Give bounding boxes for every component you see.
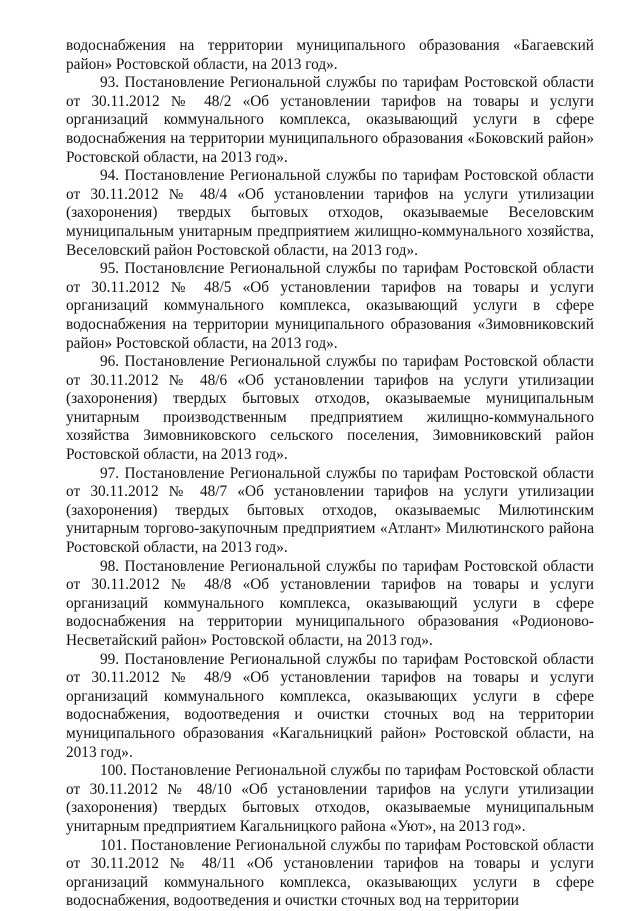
document-page	[66, 37, 594, 911]
paragraph-item-99: 99. Постановление Региональной службы по тарифам Ростовской области от 30.11.2012 № 48/9 «Об установлении тарифов на товары и услуги организаций коммунального комплекса, оказывающих услуги в сфере водоснабжения, водоотведения и очистки сточных вод на территории муниципального образования «Кагальницкий район» Ростовской области, на 2013 год».	[66, 650, 594, 761]
paragraph-item-98: 98. Постановление Региональной службы по тарифам Ростовской области от 30.11.2012 № 48/8 «Об установлении тарифов на товары и услуги организаций коммунального комплекса, оказывающий услуги в сфере водоснабжения на территории муниципального образования «Родионово-Несветайский район» Ростовской области, на 2013 год».	[66, 557, 594, 649]
paragraph-item-94: 94. Постановление Региональной службы по тарифам Ростовской области от 30.11.2012 № 48/4 «Об установлении тарифов на услуги утилизации (захоронения) твердых бытовых отходов, оказываемые Веселовским муниципальным унитарным предприятием жилищно-коммунального хозяйства, Веселовский район Ростовской области, на 2013 год».	[66, 167, 594, 259]
paragraph-item-100: 100. Постановление Региональной службы по тарифам Ростовской области от 30.11.2012 № 48/10 «Об установлении тарифов на услуги утилизации (захоронения) твердых бытовых отходов, оказываемые муниципальным унитарным предприятием Кагальницкого района «Уют», на 2013 год».	[66, 762, 594, 835]
paragraph-item-101: 101. Постановление Региональной службы по тарифам Ростовской области от 30.11.2012 № 48/11 «Об установлении тарифов на товары и услуги организаций коммунального комплекса, оказывающих услуги в сфере водоснабжения, водоотведения и очистки сточных вод на территории	[66, 836, 594, 910]
paragraph-item-96: 96. Постановление Региональной службы по тарифам Ростовской области от 30.11.2012 № 48/6 «Об установлении тарифов на услуги утилизации (захоронения) твердых бытовых отходов, оказываемые муниципальным унитарным производственным предприятием жилищно-коммунального хозяйства Зимовниковского сельского поселения, Зимовниковский район Ростовской области, на 2013 год».	[66, 353, 594, 464]
paragraph-item-97: 97. Постановление Региональной службы по тарифам Ростовской области от 30.11.2012 № 48/7 «Об установлении тарифов на услуги утилизации (захоронения) твердых бытовых отходов, оказываемыс Милютинским унитарным торгово-закупочным предприятием «Атлант» Милютинского района Ростовской области, на 2013 год».	[66, 464, 594, 557]
paragraph-item-93: 93. Постановление Региональной службы по тарифам Ростовской области от 30.11.2012 № 48/2 «Об установлении тарифов на товары и услуги организаций коммунального комплекса, оказывающий услуги в сфере водоснабжения на территории муниципального образования «Боковский район» Ростовской области, на 2013 год».	[66, 74, 594, 166]
paragraph-item-95: 95. Постановлєние Региональной службы по тарифам Ростовской области от 30.11.2012 № 48/5 «Об установлении тарифов на товары и услуги организаций коммунального комплекса, оказывающий услуги в сфере водоснабжения на территории муниципального образования «Зимовниковский район» Ростовской области, на 2013 год».	[66, 260, 594, 352]
paragraph-continuation: водоснабжения на территории муниципального образования «Багаевский район» Ростовской области, на 2013 год».	[66, 37, 594, 73]
